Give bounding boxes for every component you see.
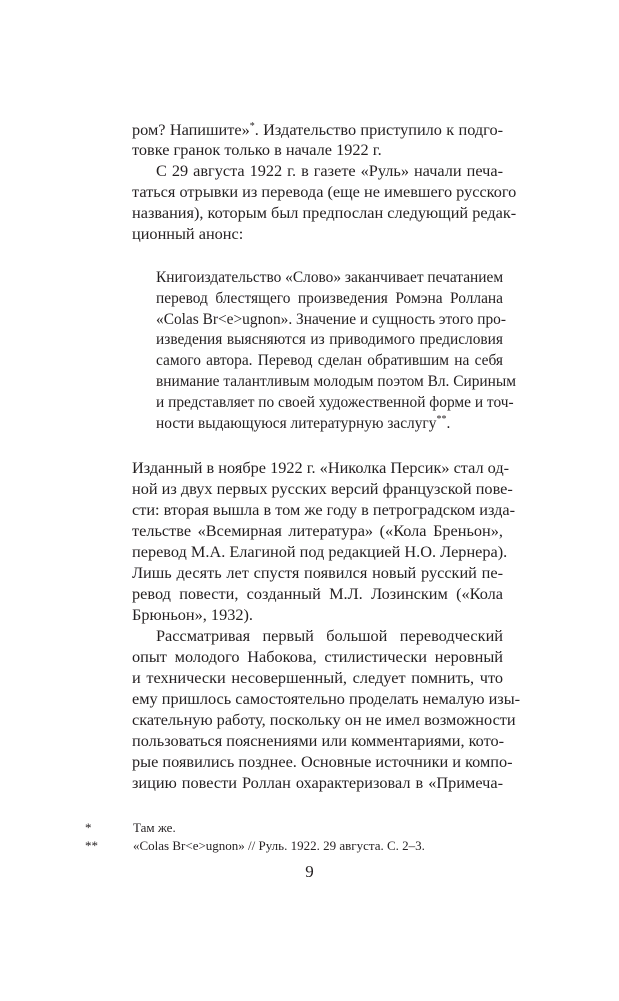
body-line: ционный анонс: — [132, 224, 244, 243]
page-number: 9 — [305, 862, 314, 881]
quote-line: Книгоиздательство «Слово» заканчивает печатанием — [156, 269, 504, 286]
body-line: и технически несовершенный, следует помнить, что — [132, 668, 503, 687]
footnote-text: Там же. — [133, 820, 176, 835]
body-line: товке гранок только в начале 1922 г. — [132, 140, 382, 159]
footnote-text: «Colas Br<e>ugnon» // Руль. 1922. 29 августа. С. 2–3. — [133, 838, 425, 853]
body-line: перевод М.А. Елагиной под редакцией Н.О. Лернера). — [132, 542, 508, 561]
quote-line: самого автора. Перевод сделан обратившим на себя — [156, 352, 503, 369]
body-line: зицию повести Роллан охарактеризовал в «Примеча- — [132, 773, 503, 792]
quote-line: изведения выясняются из приводимого предисловия — [156, 331, 503, 348]
body-line: ревод повести, созданный М.Л. Лозинским («Кола — [132, 584, 503, 603]
quote-line: и представляет по своей художественной форме и точ- — [156, 394, 514, 411]
body-line: таться отрывки из перевода (еще не имевшего русского — [132, 182, 517, 201]
footnote-mark: ** — [85, 838, 98, 853]
body-line: С 29 августа 1922 г. в газете «Руль» начали печа- — [156, 161, 503, 180]
body-line: Изданный в ноябре 1922 г. «Николка Персик» стал од- — [132, 458, 510, 477]
body-line: Рассматривая первый большой переводческий — [156, 626, 503, 645]
body-line: ной из двух первых русских версий французской пове- — [132, 479, 513, 498]
body-line: ром? Напишите»*. Издательство приступило к подго- — [132, 120, 504, 139]
body-line: опыт молодого Набокова, стилистически неровный — [132, 647, 503, 666]
quote-line: внимание талантливым молодым поэтом Вл. Сириным — [156, 373, 516, 390]
body-line: Лишь десять лет спустя появился новый русский пе- — [132, 563, 503, 582]
body-line: названия), которым был предпослан следующий редак- — [132, 203, 517, 222]
footnote — [85, 837, 425, 855]
body-line: Брюньон», 1932). — [132, 605, 253, 624]
quote-line: ности выдающуюся литературную заслугу**. — [156, 414, 451, 432]
body-line: тельстве «Всемирная литература» («Кола Бреньон», — [132, 521, 503, 540]
body-line: пользоваться пояснениями или комментариями, кото- — [132, 731, 505, 750]
footnote-ref: ** — [436, 414, 447, 425]
footnote — [85, 819, 176, 837]
body-line: ему пришлось самостоятельно проделать немалую изы- — [132, 689, 521, 708]
footnote-ref: * — [249, 121, 255, 132]
body-line: скательную работу, поскольку он не имел возможности — [132, 710, 516, 729]
footnote-mark: * — [85, 820, 92, 835]
quote-line: перевод блестящего произведения Ромэна Роллана — [156, 290, 503, 307]
body-line: рые появились позднее. Основные источники и компо- — [132, 752, 513, 771]
quote-line: «Colas Br<e>ugnon». Значение и сущность этого про- — [156, 311, 506, 328]
body-line: сти: вторая вышла в том же году в петроградском изда- — [132, 500, 516, 519]
